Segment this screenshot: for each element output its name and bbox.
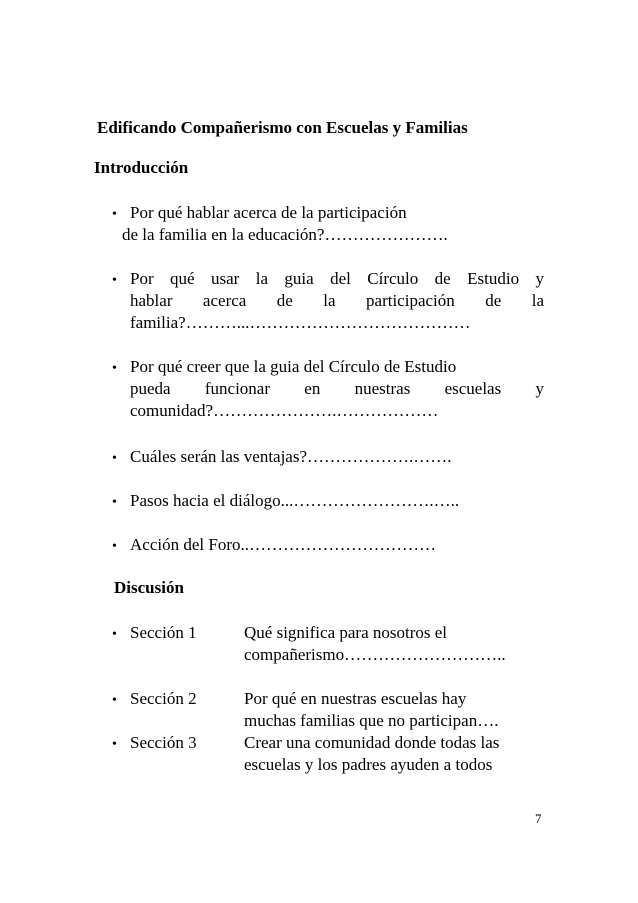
document-title: Edificando Compañerismo con Escuelas y Familias: [97, 118, 468, 137]
toc-item-3-line-2: pueda funcionar en nuestras escuelas y: [130, 379, 544, 398]
bullet-icon: •: [112, 539, 117, 554]
bullet-icon: •: [112, 451, 117, 466]
toc-item-1: [122, 202, 448, 246]
section-2-label: Sección 2: [130, 689, 197, 708]
toc-item-3-line-1: Por qué creer que la guia del Círculo de Estudio: [130, 357, 457, 376]
section-2-line-1: Por qué en nuestras escuelas hay: [244, 689, 467, 708]
section-3-line-2: escuelas y los padres ayuden a todos: [244, 755, 493, 774]
toc-item-2-line-1: Por qué usar la guia del Círculo de Estudio y: [130, 269, 544, 288]
toc-item-1-line-1: Por qué hablar acerca de la participación: [130, 203, 407, 222]
toc-item-2: [130, 268, 544, 334]
toc-item-4-line-1: Cuáles serán las ventajas?……………….…….: [130, 447, 452, 466]
toc-item-4: [130, 446, 452, 468]
heading-discusion: Discusión: [114, 578, 184, 597]
page-number: 7: [535, 811, 542, 826]
section-3-line-1: Crear una comunidad donde todas las: [244, 733, 500, 752]
section-3-label: Sección 3: [130, 733, 197, 752]
bullet-icon: •: [112, 737, 117, 752]
bullet-icon: •: [112, 693, 117, 708]
toc-item-1-line-2: de la familia en la educación?………………….: [122, 225, 448, 244]
bullet-icon: •: [112, 207, 117, 222]
section-1-label: Sección 1: [130, 623, 197, 642]
bullet-icon: •: [112, 361, 117, 376]
toc-item-5: [130, 490, 459, 512]
section-2-line-2: muchas familias que no participan….: [244, 711, 499, 730]
section-3-text: [244, 732, 499, 776]
section-1-line-1: Qué significa para nosotros el: [244, 623, 447, 642]
heading-introduccion: Introducción: [94, 158, 189, 177]
toc-item-2-line-2: hablar acerca de la participación de la: [130, 291, 544, 310]
toc-item-6: [130, 534, 436, 556]
section-1-text: [244, 622, 506, 666]
bullet-icon: •: [112, 273, 117, 288]
toc-item-2-line-3: familia?………...…………………………………: [130, 313, 471, 332]
toc-item-5-line-1: Pasos hacia el diálogo...…………………….…..: [130, 491, 460, 510]
section-2-text: [244, 688, 498, 732]
toc-item-3-line-3: comunidad?………………….………………: [130, 401, 439, 420]
section-1-line-2: compañerismo………………………..: [244, 645, 506, 664]
toc-item-3: [130, 356, 544, 422]
bullet-icon: •: [112, 495, 117, 510]
toc-item-6-line-1: Acción del Foro..……………………………: [130, 535, 436, 554]
bullet-icon: •: [112, 627, 117, 642]
